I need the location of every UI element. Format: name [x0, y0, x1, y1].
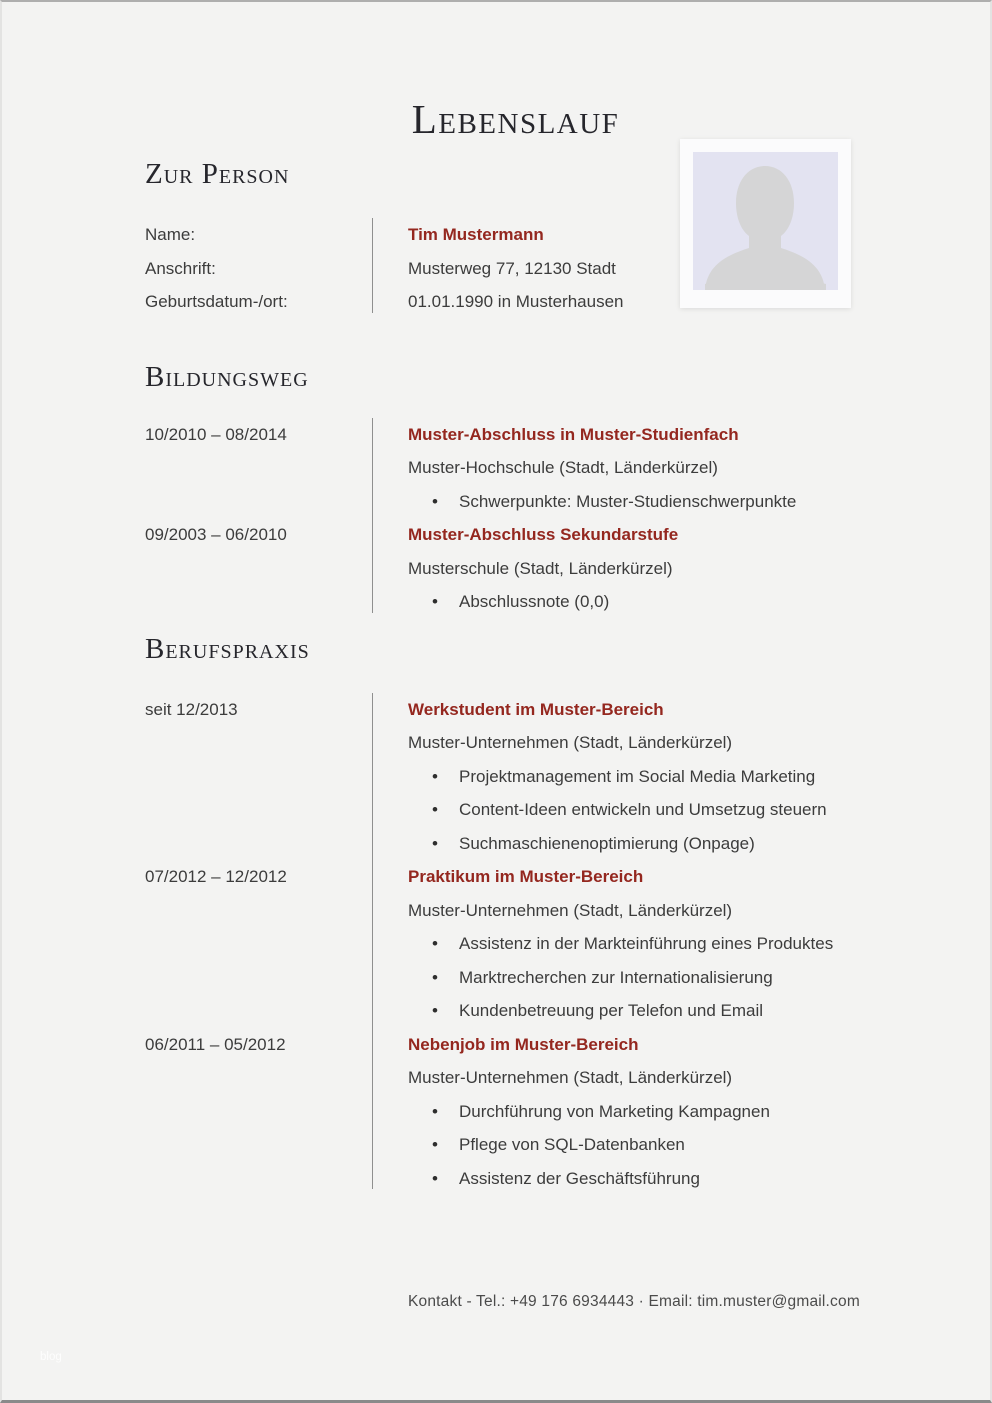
bullet-item — [408, 961, 860, 995]
bullet-text: Marktrecherchen zur Internationalisierung — [459, 967, 773, 987]
bullet-item — [408, 827, 860, 861]
entry-title: Praktikum im Muster-Bereich — [408, 867, 644, 886]
bullet-text: Kundenbetreuung per Telefon und Email — [459, 1001, 764, 1020]
bullet-text: Suchmaschienenoptimierung (Onpage) — [459, 833, 755, 853]
field-value-address: Musterweg 77, 12130 Stadt — [408, 258, 616, 278]
entry-subtitle: Muster-Unternehmen (Stadt, Länderkürzel) — [408, 900, 733, 920]
section-heading-education: Bildungsweg — [145, 360, 309, 393]
vertical-divider — [372, 218, 373, 313]
bullet-item — [408, 1162, 860, 1196]
entry-title: Muster-Abschluss in Muster-Studienfach — [408, 424, 739, 444]
vertical-divider — [372, 693, 373, 1190]
field-value-birth: 01.01.1990 in Musterhausen — [408, 292, 624, 311]
page-title: Lebenslauf — [411, 96, 620, 142]
bullet-text: Durchführung von Marketing Kampagnen — [459, 1101, 770, 1121]
education-entry — [145, 518, 860, 619]
field-label: Geburtsdatum-/ort: — [145, 292, 288, 311]
bullet-text: Assistenz in der Markteinführung eines Produktes — [459, 934, 834, 953]
work-entry — [145, 860, 860, 1028]
cv-content — [2, 98, 990, 1195]
entry-date: 06/2011 – 05/2012 — [145, 1034, 286, 1054]
work-rows — [145, 693, 860, 1196]
bullet-text: Content-Ideen entwickeln und Umsetzug steuern — [459, 800, 827, 819]
entry-title: Werkstudent im Muster-Bereich — [408, 699, 664, 719]
blog-watermark: blog — [40, 1351, 62, 1363]
entry-date: seit 12/2013 — [145, 699, 238, 719]
education-entry — [145, 418, 860, 519]
entry-title: Muster-Abschluss Sekundarstufe — [408, 525, 679, 544]
work-entry — [145, 1028, 860, 1196]
bullet-item — [408, 585, 860, 619]
entry-title: Nebenjob im Muster-Bereich — [408, 1034, 639, 1054]
field-label: Anschrift: — [145, 258, 216, 278]
bullet-item — [408, 1128, 860, 1162]
bullet-text: Assistenz der Geschäftsführung — [459, 1168, 700, 1188]
bullet-item — [408, 760, 860, 794]
entry-subtitle: Muster-Unternehmen (Stadt, Länderkürzel) — [408, 1068, 733, 1087]
entry-subtitle: Musterschule (Stadt, Länderkürzel) — [408, 558, 673, 578]
section-heading-work: Berufspraxis — [145, 632, 310, 665]
entry-date: 07/2012 – 12/2012 — [145, 867, 287, 886]
field-value-name: Tim Mustermann — [408, 225, 544, 244]
bullet-text: Abschlussnote (0,0) — [459, 592, 610, 611]
section-heading-person: Zur Person — [145, 158, 290, 190]
bullet-item — [408, 793, 860, 827]
person-row — [145, 218, 860, 252]
bullet-item — [408, 927, 860, 961]
entry-date: 10/2010 – 08/2014 — [145, 424, 287, 444]
entry-subtitle: Muster-Hochschule (Stadt, Länderkürzel) — [408, 458, 718, 477]
contact-footer: Kontakt - Tel.: +49 176 6934443 · Email: tim.muster@gmail.com — [408, 1293, 860, 1310]
person-rows — [145, 218, 860, 319]
bullet-item — [408, 1095, 860, 1129]
person-row — [145, 285, 860, 319]
bullet-text: Schwerpunkte: Muster-Studienschwerpunkte — [459, 491, 797, 511]
vertical-divider — [372, 418, 373, 613]
entry-date: 09/2003 – 06/2010 — [145, 525, 287, 544]
entry-subtitle: Muster-Unternehmen (Stadt, Länderkürzel) — [408, 733, 733, 752]
work-entry — [145, 693, 860, 861]
education-rows — [145, 418, 860, 619]
field-label: Name: — [145, 225, 196, 244]
bullet-text: Pflege von SQL-Datenbanken — [459, 1135, 685, 1154]
person-row — [145, 252, 860, 286]
bullet-item — [408, 485, 860, 519]
bullet-item — [408, 994, 860, 1028]
bullet-text: Projektmanagement im Social Media Marketing — [459, 766, 816, 786]
